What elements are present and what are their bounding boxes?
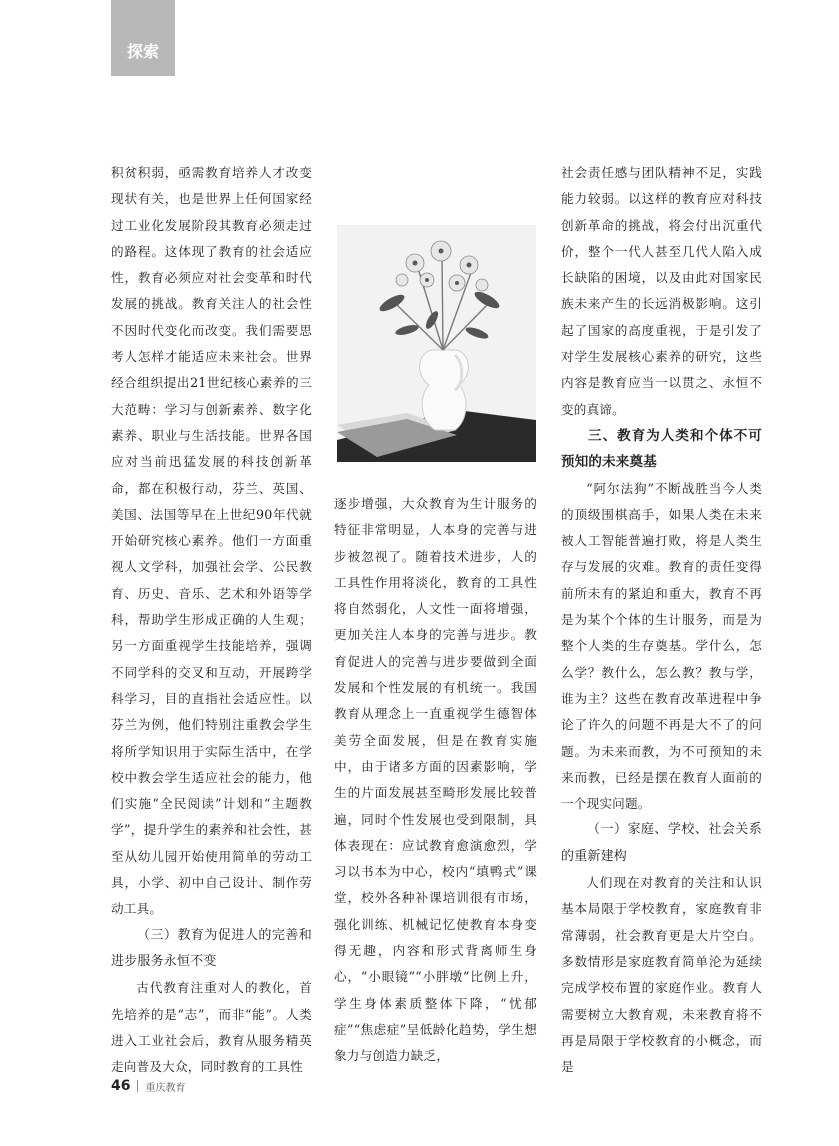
page-footer [111,1078,185,1094]
paragraph: 古代教育注重对人的教化，首先培养的是“志”，而非“能”。人类进入工业社会后，教育从服务精英走向普及大众，同时教育的工具性 [111,980,312,1075]
footer-divider [137,1080,138,1092]
text-column-2 [334,491,537,1070]
paragraph: “阿尔法狗”不断战胜当今人类的顶级围棋高手，如果人类在未来被人工智能普遍打败，将是人类生存与发展的灾难。教育的责任变得前所未有的紧迫和重大，教育不再是为某个个体的生计服务，而是为整个人类的生存奠基。学什么，怎么学？教什么，怎么教？教与学，谁为主？这些在教育改革进程中争论了许久的问题不再是大不了的问题。为未来而教，为不可预知的未来而教，已经是摆在教育人面前的一个现实问题。 [561,480,762,812]
text-column-3 [561,160,762,1080]
paragraph: 社会责任感与团队精神不足，实践能力较弱。以这样的教育应对科技创新革命的挑战，将会付出沉重代价，整个一代人甚至几代人陷入成长缺陷的困境，以及由此对国家民族未来产生的长远消极影响。这引起了国家的高度重视，于是引发了对学生发展核心素养的研究，这些内容是教育应当一以贯之、永恒不变的真谛。 [561,165,762,417]
section-heading: 三、教育为人类和个体不可预知的未来奠基 [561,427,762,471]
journal-name: 重庆教育 [145,1082,186,1094]
subsection-heading: （一）家庭、学校、社会关系的重新建构 [561,822,762,864]
paragraph: 积贫积弱，亟需教育培养人才改变现状有关，也是世界上任何国家经过工业化发展阶段其教育必须走过的路程。这体现了教育的社会适应性，教育必须应对社会变革和时代发展的挑战。教育关注人的社会性不因时代变化而改变。我们需要思考人怎样才能适应未来社会。世界经合组织提出21世纪核心素养的三大范畴：学习与创新素养、数字化素养、职业与生活技能。世界各国应对当前迅猛发展的科技创新革命，都在积极行动，芬兰、英国、美国、法国等早在上世纪90年代就开始研究核心素养。他们一方面重视人文学科，加强社会学、公民教育、历史、音乐、艺术和外语等学科，帮助学生形成正确的人生观；另一方面重视学生技能培养，强调不同学科的交叉和互动，开展跨学科学习，目的直指社会适应性。以芬兰为例，他们特别注重教会学生将所学知识用于实际生活中，在学校中教会学生适应社会的能力，他们实施“全民阅读”计划和“主题教学”，提升学生的素养和社会性，甚至从幼儿园开始使用简单的劳动工具，小学、初中自己设计、制作劳动工具。 [111,165,312,917]
section-tab [111,0,175,76]
paragraph: 逐步增强，大众教育为生计服务的特征非常明显，人本身的完善与进步被忽视了。随着技术进步，人的工具性作用将淡化，教育的工具性将自然弱化，人文性一面将增强，更加关注人本身的完善与进步。教育促进人的完善与进步要做到全面发展和个性发展的有机统一。我国教育从理念上一直重视学生德智体美劳全面发展，但是在教育实施中，由于诸多方面的因素影响，学生的片面发展甚至畸形发展比较普遍，同时个性发展也受到限制，具体表现在：应试教育愈演愈烈，学习以书本为中心，校内“填鸭式”课堂，校外各种补课培训很有市场，强化训练、机械记忆使教育本身变得无趣，内容和形式背离师生身心，“小眼镜”“小胖墩”比例上升，学生身体素质整体下降，“忧郁症”“焦虑症”呈低龄化趋势，学生想象力与创造力缺乏， [334,496,537,1064]
paragraph: 人们现在对教育的关注和认识基本局限于学校教育，家庭教育非常薄弱，社会教育更是大片空白。多数情形是家庭教育简单沦为延续完成学校布置的家庭作业。教育人需要树立大教育观，未来教育将不再是局限于学校教育的小概念，而是 [561,875,762,1075]
section-label: 探索 [126,41,159,61]
flower-vase-photo [337,225,536,462]
text-column-1 [111,160,312,1080]
flower-vase-illustration [337,225,536,462]
page-number: 46 [111,1078,131,1094]
subsection-heading: （三）教育为促进人的完善和进步服务永恒不变 [111,927,312,969]
